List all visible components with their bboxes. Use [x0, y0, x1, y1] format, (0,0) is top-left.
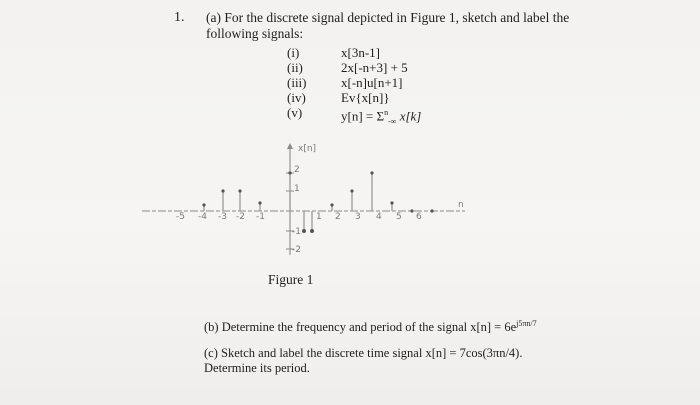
x-tick-1: 1 — [316, 212, 322, 222]
y-axis-arrow — [287, 143, 293, 149]
x-tick-3: 3 — [355, 212, 361, 222]
part-a-intro: (a) For the discrete signal depicted in Figure 1, sketch and label the following signals: — [206, 10, 570, 41]
y-tick-neg2: -2 — [292, 245, 301, 255]
stem-tip — [310, 229, 314, 233]
part-c-line2: Determine its period. — [204, 361, 310, 375]
stem-tip — [410, 209, 413, 212]
part-b-exponent: j5πn/7 — [516, 319, 537, 328]
stem-tip — [390, 201, 393, 204]
stem-tip — [370, 171, 373, 174]
item-label-iv: (iv) — [287, 90, 306, 105]
stem-tip — [288, 171, 291, 174]
stem-tip — [221, 189, 224, 192]
stem-tip — [330, 203, 333, 206]
item-expr-iii: x[-n]u[n+1] — [341, 75, 403, 90]
sum-upper-limit: n — [384, 108, 389, 117]
signal-list — [287, 45, 501, 129]
question-number: 1. — [174, 10, 185, 25]
y-axis-label: x[n] — [298, 144, 317, 154]
part-c-line1: (c) Sketch and label the discrete time signal x[n] = 7cos(3πn/4). — [204, 346, 523, 360]
stem-tip — [350, 189, 353, 192]
x-tick-neg2: -2 — [236, 212, 245, 222]
item-expr-iv: Ev{x[n]} — [341, 90, 390, 105]
item-label-ii: (ii) — [287, 60, 303, 75]
x-tick-neg3: -3 — [218, 212, 227, 222]
item-expr-i: x[3n-1] — [341, 45, 380, 60]
stem-tip — [258, 201, 261, 204]
part-c-text — [204, 346, 664, 376]
y-tick-1: 1 — [294, 184, 300, 194]
item-expr-ii: 2x[-n+3] + 5 — [341, 60, 408, 75]
x-tick-6: 6 — [416, 212, 422, 222]
item-label-v: (v) — [287, 105, 303, 120]
stem-tip — [430, 209, 433, 212]
part-b-prefix: (b) Determine the frequency and period of the signal x[n] = 6e — [204, 320, 517, 335]
figure-caption: Figure 1 — [268, 272, 314, 287]
stem-tip — [302, 229, 306, 233]
stems — [204, 173, 392, 231]
x-axis-label: n — [458, 200, 464, 210]
x-tick-2: 2 — [335, 212, 341, 222]
stem-tip — [238, 189, 241, 192]
item-expr-v — [341, 105, 501, 129]
x-tick-neg4: -4 — [198, 212, 207, 222]
stem-tips — [202, 171, 433, 233]
item-label-iii: (iii) — [287, 75, 307, 90]
y-tick-2: 2 — [294, 165, 300, 175]
sum-term: x[k] — [399, 108, 422, 124]
item-label-i: (i) — [287, 45, 300, 60]
x-tick-neg1: -1 — [256, 212, 265, 222]
stem-tip — [202, 203, 205, 206]
x-tick-neg5: -5 — [176, 212, 185, 222]
sum-prefix: y[n] = Σ — [341, 108, 385, 124]
figure-1-plot — [140, 135, 470, 260]
part-b-text — [204, 319, 664, 335]
sum-lower-limit: -∞ — [388, 116, 397, 126]
x-tick-5: 5 — [396, 212, 402, 222]
x-tick-4: 4 — [376, 212, 382, 222]
y-tick-neg1: -1 — [292, 227, 301, 237]
